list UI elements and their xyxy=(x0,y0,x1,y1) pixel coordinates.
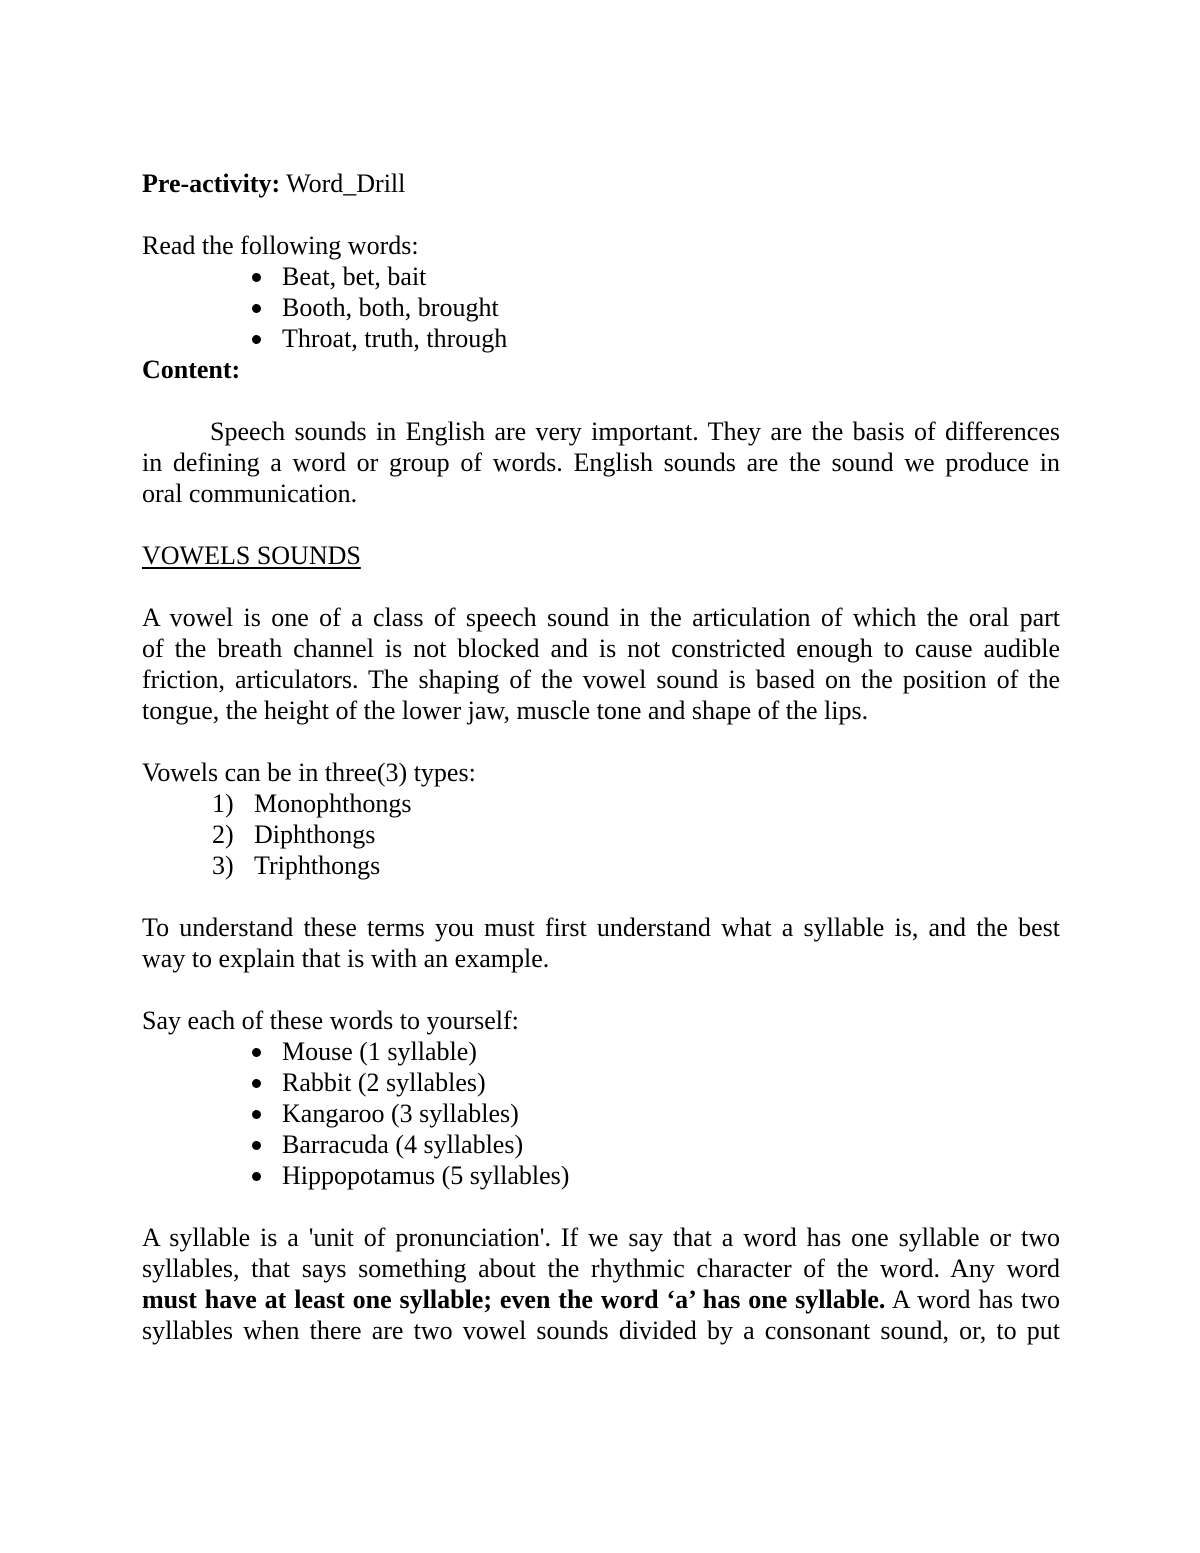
paragraph-line: way to explain that is with an example. xyxy=(142,944,550,973)
content-heading: Content: xyxy=(142,355,241,384)
bullet-icon xyxy=(252,304,261,313)
list-item xyxy=(246,323,1060,354)
spacer xyxy=(142,385,1060,416)
drill-word-text: Booth, both, brought xyxy=(282,293,499,322)
syllable-example-list xyxy=(142,1036,1060,1191)
syllable-example-text: Hippopotamus (5 syllables) xyxy=(282,1161,570,1190)
paragraph-line: oral communication. xyxy=(142,479,358,508)
syllable-example-text: Kangaroo (3 syllables) xyxy=(282,1099,519,1128)
vowel-type-label: Diphthongs xyxy=(254,820,376,849)
vowel-type-label: Monophthongs xyxy=(254,789,412,818)
paragraph-line: friction, articulators. The shaping of the vowel sound is based on the position of the xyxy=(142,665,1060,694)
bullet-icon xyxy=(252,335,261,344)
paragraph-line: Speech sounds in English are very important. They are the basis of differences xyxy=(210,417,1060,446)
vowel-types-list xyxy=(142,788,1060,881)
spacer xyxy=(142,509,1060,540)
paragraph-line: syllables, that says something about the rhythmic character of the word. Any word xyxy=(142,1254,1060,1283)
list-item xyxy=(212,819,1060,850)
read-prompt: Read the following words: xyxy=(142,231,419,260)
paragraph-line xyxy=(142,1284,1060,1315)
paragraph-text: A word has two xyxy=(885,1285,1060,1314)
paragraph-line: tongue, the height of the lower jaw, muscle tone and shape of the lips. xyxy=(142,696,869,725)
drill-word-list xyxy=(142,261,1060,354)
syllable-example-text: Mouse (1 syllable) xyxy=(282,1037,477,1066)
paragraph-line: syllables when there are two vowel sounds divided by a consonant sound, or, to put xyxy=(142,1316,1060,1345)
vowel-type-label: Triphthongs xyxy=(254,851,381,880)
list-item xyxy=(246,1036,1060,1067)
list-item xyxy=(246,261,1060,292)
paragraph-line: To understand these terms you must first understand what a syllable is, and the best xyxy=(142,913,1060,942)
syllable-example-text: Rabbit (2 syllables) xyxy=(282,1068,486,1097)
spacer xyxy=(142,199,1060,230)
vowel-definition-paragraph xyxy=(142,602,1060,726)
pre-activity-value: Word_Drill xyxy=(280,169,406,198)
list-item xyxy=(212,850,1060,881)
spacer xyxy=(142,1191,1060,1222)
bullet-icon xyxy=(252,273,261,282)
vowels-heading: VOWELS SOUNDS xyxy=(142,541,361,570)
list-item xyxy=(212,788,1060,819)
syllable-definition-paragraph xyxy=(142,1222,1060,1346)
list-number: 1) xyxy=(212,789,234,818)
bullet-icon xyxy=(252,1110,261,1119)
spacer xyxy=(142,974,1060,1005)
drill-word-text: Throat, truth, through xyxy=(282,324,508,353)
pre-activity-label: Pre-activity: xyxy=(142,169,281,198)
list-number: 3) xyxy=(212,851,234,880)
list-item xyxy=(246,1098,1060,1129)
drill-word-text: Beat, bet, bait xyxy=(282,262,427,291)
vowel-types-intro: Vowels can be in three(3) types: xyxy=(142,758,476,787)
list-item xyxy=(246,1129,1060,1160)
say-prompt: Say each of these words to yourself: xyxy=(142,1006,519,1035)
bullet-icon xyxy=(252,1141,261,1150)
spacer xyxy=(142,726,1060,757)
intro-paragraph xyxy=(142,416,1060,509)
paragraph-line: A vowel is one of a class of speech sound in the articulation of which the oral part xyxy=(142,603,1060,632)
bullet-icon xyxy=(252,1048,261,1057)
emphasized-text: must have at least one syllable; even the word ‘a’ has one syllable. xyxy=(142,1285,886,1314)
list-number: 2) xyxy=(212,820,234,849)
paragraph-line: in defining a word or group of words. English sounds are the sound we produce in xyxy=(142,448,1060,477)
list-item xyxy=(246,1160,1060,1191)
pre-activity-line xyxy=(142,168,1060,199)
paragraph-line: A syllable is a 'unit of pronunciation'. If we say that a word has one syllable or two xyxy=(142,1223,1060,1252)
spacer xyxy=(142,571,1060,602)
list-item xyxy=(246,1067,1060,1098)
spacer xyxy=(142,881,1060,912)
bullet-icon xyxy=(252,1172,261,1181)
syllable-intro-paragraph xyxy=(142,912,1060,974)
paragraph-line: of the breath channel is not blocked and is not constricted enough to cause audible xyxy=(142,634,1060,663)
syllable-example-text: Barracuda (4 syllables) xyxy=(282,1130,524,1159)
document-body xyxy=(142,168,1060,1346)
bullet-icon xyxy=(252,1079,261,1088)
list-item xyxy=(246,292,1060,323)
